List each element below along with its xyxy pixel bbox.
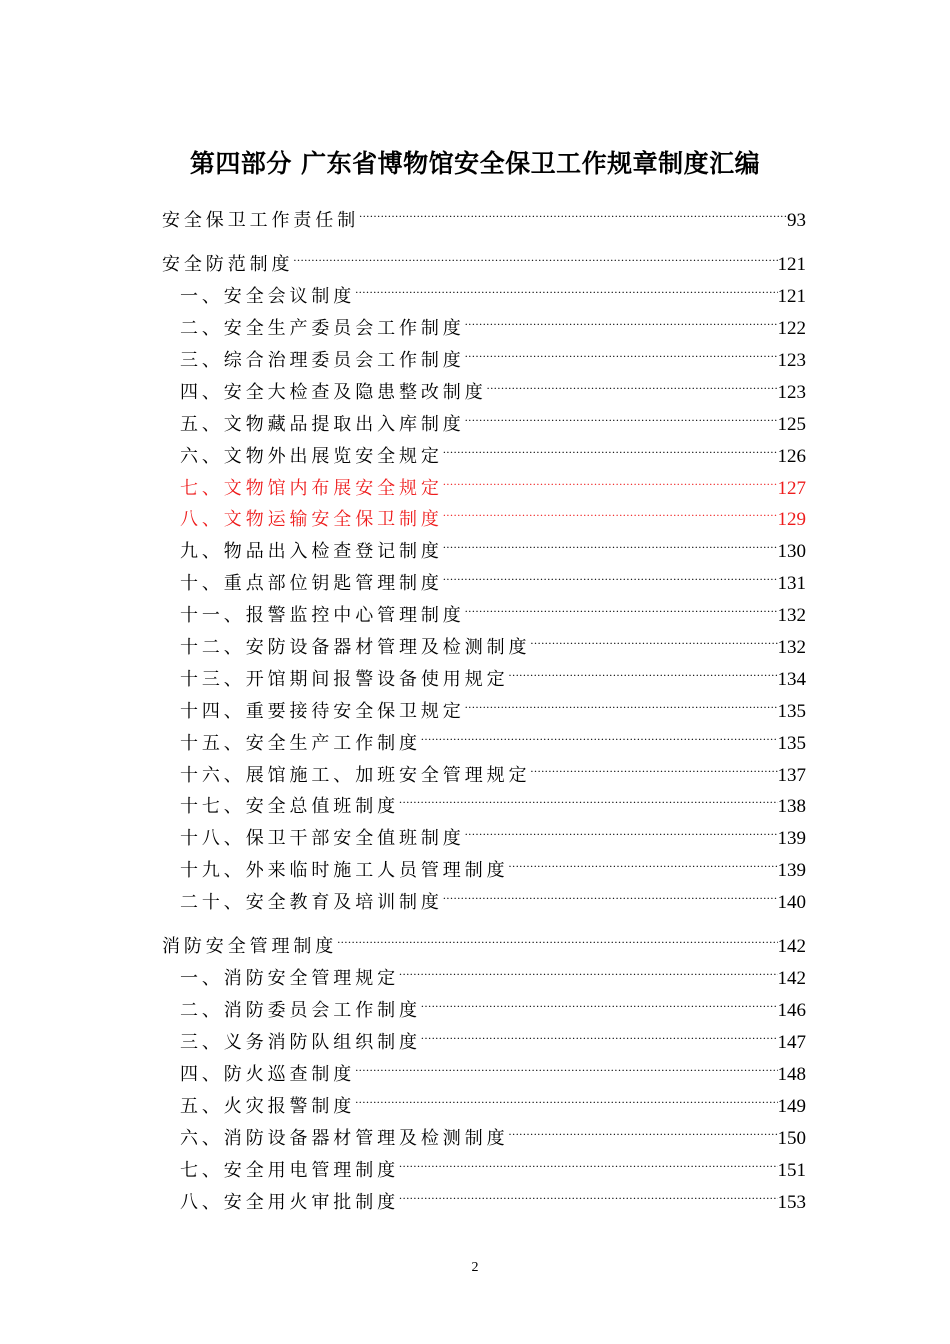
toc-dot-leader: [399, 1144, 778, 1176]
toc-entry-page: 134: [777, 668, 806, 690]
toc-entry-page: 135: [777, 732, 806, 754]
toc-entry-page: 123: [777, 381, 806, 403]
toc-entry-page: 135: [777, 700, 806, 722]
table-of-contents: [162, 194, 806, 1213]
toc-dot-leader: [443, 462, 778, 494]
toc-entry-page: 148: [777, 1064, 806, 1086]
page-title: 第四部分 广东省博物馆安全保卫工作规章制度汇编: [189, 149, 761, 178]
toc-dot-leader: [530, 749, 777, 781]
toc-entry-label: 一、安全会议制度: [180, 286, 356, 308]
toc-entry-label: 二、消防委员会工作制度: [180, 1000, 421, 1022]
toc-entry[interactable]: [162, 921, 806, 958]
toc-entry-page: 132: [777, 636, 806, 658]
toc-entry-page: 146: [777, 1000, 806, 1022]
toc-entry-label: 十九、外来临时施工人员管理制度: [180, 860, 509, 882]
toc-dot-leader: [465, 812, 778, 844]
toc-entry-label: 十六、展馆施工、加班安全管理规定: [180, 764, 531, 786]
toc-entry-label: 六、消防设备器材管理及检测制度: [180, 1127, 509, 1149]
toc-entry-page: 129: [777, 509, 806, 531]
toc-entry-page: 137: [777, 764, 806, 786]
toc-dot-leader: [355, 1080, 777, 1112]
toc-entry-page: 153: [777, 1191, 806, 1213]
toc-entry-page: 147: [777, 1032, 806, 1054]
toc-entry-page: 142: [777, 936, 806, 958]
toc-entry-label: 七、安全用电管理制度: [180, 1159, 399, 1181]
toc-entry-label: 四、安全大检查及隐患整改制度: [180, 381, 487, 403]
toc-entry-label: 八、安全用火审批制度: [180, 1191, 399, 1213]
toc-entry-page: 130: [777, 541, 806, 563]
toc-entry-label: 消防安全管理制度: [162, 936, 338, 958]
toc-dot-leader: [443, 557, 778, 589]
toc-entry-label: 十八、保卫干部安全值班制度: [180, 828, 465, 850]
toc-entry-label: 十五、安全生产工作制度: [180, 732, 421, 754]
toc-dot-leader: [509, 653, 778, 685]
toc-dot-leader: [399, 1176, 778, 1208]
toc-dot-leader: [509, 1112, 778, 1144]
toc-dot-leader: [337, 921, 777, 953]
toc-entry-label: 七、文物馆内布展安全规定: [180, 477, 443, 499]
toc-dot-leader: [421, 717, 778, 749]
toc-dot-leader: [465, 685, 778, 717]
toc-entry-label: 十二、安防设备器材管理及检测制度: [180, 636, 531, 658]
toc-entry-label: 十三、开馆期间报警设备使用规定: [180, 668, 509, 690]
toc-entry-label: 十、重点部位钥匙管理制度: [180, 573, 443, 595]
toc-entry-page: 142: [777, 968, 806, 990]
toc-dot-leader: [399, 952, 778, 984]
toc-entry-label: 八、文物运输安全保卫制度: [180, 509, 443, 531]
toc-entry-page: 150: [777, 1127, 806, 1149]
toc-entry-page: 138: [777, 796, 806, 818]
toc-entry-page: 132: [777, 605, 806, 627]
toc-entry-label: 四、防火巡查制度: [180, 1064, 356, 1086]
toc-dot-leader: [443, 494, 778, 526]
toc-entry-label: 一、消防安全管理规定: [180, 968, 399, 990]
toc-entry-label: 十七、安全总值班制度: [180, 796, 399, 818]
toc-dot-leader: [355, 1048, 777, 1080]
toc-entry-page: 125: [777, 413, 806, 435]
toc-dot-leader: [487, 366, 778, 398]
toc-entry-page: 151: [777, 1159, 806, 1181]
toc-entry-label: 六、文物外出展览安全规定: [180, 445, 443, 467]
toc-entry-page: 131: [777, 573, 806, 595]
toc-entry-page: 121: [777, 286, 806, 308]
toc-dot-leader: [421, 984, 778, 1016]
toc-entry-label: 二、安全生产委员会工作制度: [180, 318, 465, 340]
toc-dot-leader: [443, 876, 778, 908]
toc-entry-page: 93: [787, 209, 806, 231]
toc-entry-label: 十一、报警监控中心管理制度: [180, 605, 465, 627]
toc-dot-leader: [399, 781, 778, 813]
toc-entry-label: 九、物品出入检查登记制度: [180, 541, 443, 563]
toc-dot-leader: [355, 270, 777, 302]
toc-entry-label: 安全防范制度: [162, 254, 294, 276]
toc-dot-leader: [443, 525, 778, 557]
page-number: 2: [471, 1260, 479, 1275]
toc-entry-page: 126: [777, 445, 806, 467]
toc-dot-leader: [421, 1016, 778, 1048]
toc-entry-page: 123: [777, 349, 806, 371]
toc-dot-leader: [465, 398, 778, 430]
toc-entry-page: 149: [777, 1095, 806, 1117]
toc-dot-leader: [509, 844, 778, 876]
toc-entry-page: 140: [777, 892, 806, 914]
toc-entry-page: 139: [777, 860, 806, 882]
toc-entry-label: 三、义务消防队组织制度: [180, 1032, 421, 1054]
toc-entry-label: 五、文物藏品提取出入库制度: [180, 413, 465, 435]
toc-dot-leader: [530, 621, 777, 653]
toc-dot-leader: [465, 334, 778, 366]
toc-entry[interactable]: [162, 238, 806, 276]
toc-entry-page: 139: [777, 828, 806, 850]
toc-entry-page: 122: [777, 318, 806, 340]
toc-entry-page: 121: [777, 254, 806, 276]
toc-entry-label: 二十、安全教育及培训制度: [180, 892, 443, 914]
toc-dot-leader: [465, 302, 778, 334]
toc-entry-label: 十四、重要接待安全保卫规定: [180, 700, 465, 722]
toc-entry-label: 五、火灾报警制度: [180, 1095, 356, 1117]
toc-entry-label: 三、综合治理委员会工作制度: [180, 349, 465, 371]
toc-entry-label: 安全保卫工作责任制: [162, 209, 360, 231]
toc-entry[interactable]: [162, 194, 806, 231]
toc-entry-page: 127: [777, 477, 806, 499]
toc-dot-leader: [465, 589, 778, 621]
toc-dot-leader: [359, 194, 787, 226]
toc-dot-leader: [293, 238, 777, 270]
toc-dot-leader: [443, 430, 778, 462]
